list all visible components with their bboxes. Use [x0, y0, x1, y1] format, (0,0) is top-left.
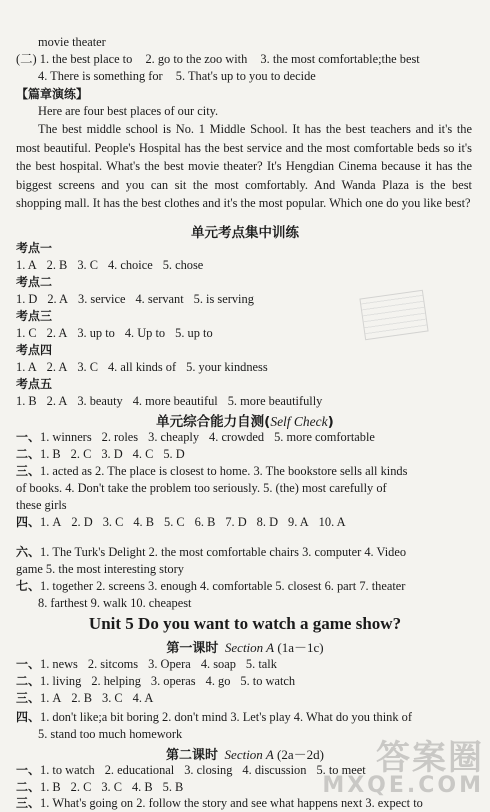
answer: 4. discussion [242, 763, 307, 777]
answer: 4. Up to [124, 326, 166, 340]
answer: 4. all kinds of [107, 360, 177, 374]
answer: 4. B [131, 780, 153, 794]
answer: 2. go to the zoo with [145, 52, 248, 66]
answer: 4. servant [135, 292, 184, 306]
answer: 2. roles [101, 430, 139, 444]
answer: 4. go [205, 674, 231, 688]
answer: 5. more beautifully [227, 394, 323, 408]
answer: 3. D [101, 447, 123, 461]
answer: 4. crowded [209, 430, 265, 444]
unit-title: Unit 5 Do you want to watch a game show? [88, 614, 402, 633]
answer: 2. C [70, 447, 92, 461]
l1-row-4 [16, 709, 480, 726]
answer: 5. C [164, 515, 185, 529]
passage-intro: Here are four best places of our city. [38, 104, 219, 118]
row-label: 一、 [16, 430, 41, 444]
l1-row-2 [16, 673, 480, 690]
answer: 1. acted as 2. The place is closest to home. 3. The bookstore sells all kinds [40, 464, 408, 478]
answer: 1. to watch [40, 763, 95, 777]
answer: 2. A [46, 394, 68, 408]
answer: 1. news [40, 657, 78, 671]
top-line-3 [38, 68, 480, 85]
passage-heading: 【篇章演练】 [16, 87, 89, 101]
answer: 5. to meet [316, 763, 366, 777]
sc-row-7-cont: 8. farthest 9. walk 10. cheapest [38, 596, 192, 610]
answer: 9. A [288, 515, 309, 529]
lesson-section: Section A [224, 747, 274, 762]
answer: 7. D [225, 515, 247, 529]
answer: 1. D [16, 292, 38, 306]
l1-row-4-cont: 5. stand too much homework [38, 727, 183, 741]
answer: 3. operas [150, 674, 196, 688]
sc-row-3-cont2: these girls [16, 498, 67, 512]
sc-row-2 [16, 446, 480, 463]
kaodian-title: 单元考点集中训练 [191, 225, 299, 241]
answer: 3. C [77, 360, 98, 374]
l1-row-1 [16, 656, 480, 673]
row-label: 三、 [16, 464, 41, 478]
kaodian-answers-1 [16, 257, 480, 274]
answer: 1. winners [40, 430, 92, 444]
answer: 2. educational [104, 763, 175, 777]
self-check-title: 单元综合能力自测(Self Check) [156, 414, 334, 430]
answer: 4. C [132, 447, 154, 461]
row-label: 二、 [16, 447, 41, 461]
answer: 1. B [40, 780, 61, 794]
answer: 2. A [47, 292, 68, 306]
answer: 1. What's going on 2. follow the story and see what happens next 3. expect to [40, 796, 423, 810]
answer: 3. Opera [148, 657, 191, 671]
row-label: 七、 [16, 579, 41, 593]
answer: 5. your kindness [186, 360, 268, 374]
row-label: 二、 [16, 674, 41, 688]
row-label: 三、 [16, 796, 41, 810]
answer: 2. B [71, 691, 93, 705]
answer: 4. choice [107, 258, 153, 272]
answer: 5. That's up to you to decide [175, 69, 316, 83]
answer: 3. C [77, 258, 98, 272]
answer: 2. sitcoms [87, 657, 139, 671]
sc-row-6-cont: game 5. the most interesting story [16, 562, 184, 576]
top-line-2 [16, 51, 480, 68]
lesson-section: Section A [224, 640, 275, 655]
answer: 3. closing [184, 763, 233, 777]
sc-row-4 [16, 514, 480, 531]
answer: 2. C [70, 780, 92, 794]
row-label: 四、 [16, 515, 41, 529]
kaodian-label-1: 考点一 [16, 241, 53, 255]
kaodian-answers-4 [16, 359, 480, 376]
lesson-range: (2a－2d) [277, 747, 324, 762]
row-label: 四、 [16, 710, 41, 724]
answer: 5. to watch [240, 674, 296, 688]
row-label: 二、 [16, 780, 41, 794]
answer: 1. A [16, 258, 37, 272]
sc-row-6 [16, 544, 480, 561]
l1-row-3 [16, 690, 480, 707]
answer: 4. There is something for [38, 69, 163, 83]
answer: 2. D [71, 515, 93, 529]
answer: 4. B [133, 515, 155, 529]
watermark-logo [322, 730, 484, 798]
kaodian-label-2: 考点二 [16, 275, 53, 289]
answer: 2. B [46, 258, 68, 272]
top-line-1: movie theater [38, 35, 106, 49]
section-label: (二) [16, 52, 37, 66]
answer: 5. up to [175, 326, 213, 340]
answer: 3. C [101, 780, 122, 794]
kaodian-label-4: 考点四 [16, 343, 53, 357]
kaodian-answers-5 [16, 393, 480, 410]
answer: 1. together 2. screens 3. enough 4. comfortable 5. closest 6. part 7. theater [40, 579, 406, 593]
answer: 1. A [40, 515, 62, 529]
lesson-label: 第一课时 [166, 641, 219, 656]
watermark-line2: MXQE.COM [322, 773, 484, 798]
sc-row-7 [16, 578, 480, 595]
lesson-title-1 [0, 637, 490, 656]
sc-row-3-cont: of books. 4. Don't take the problem too seriously. 5. (the) most carefully of [16, 481, 387, 495]
answer: 2. A [46, 326, 68, 340]
answer: 3. cheaply [148, 430, 200, 444]
answer: 3. service [78, 292, 126, 306]
lesson-range: (1a－1c) [277, 640, 324, 655]
answer: 6. B [194, 515, 216, 529]
answer: 5. B [162, 780, 184, 794]
answer: 1. B [40, 447, 61, 461]
answer: 10. A [318, 515, 346, 529]
row-label: 三、 [16, 691, 41, 705]
answer: 2. helping [91, 674, 141, 688]
answer: 1. living [40, 674, 82, 688]
stamp-mark [359, 290, 428, 340]
watermark-line1: 答案圈 [376, 738, 484, 778]
row-label: 六、 [16, 545, 41, 559]
answer: 5. more comfortable [274, 430, 375, 444]
answer: 1. the best place to [39, 52, 133, 66]
answer: 5. is serving [193, 292, 254, 306]
answer: 5. chose [162, 258, 204, 272]
row-label: 一、 [16, 763, 41, 777]
answer: 1. The Turk's Delight 2. the most comfortable chairs 3. computer 4. Video [40, 545, 407, 559]
answer: 3. beauty [77, 394, 123, 408]
passage-body: The best middle school is No. 1 Middle School. It has the best teachers and it's the most beautiful. People's Hospital has the best service and the most comfortable beds so it's the best hospital. What's the best movie theater? It's Hengdian Cinema because it has the biggest screens and you can sit the most comfortably. And Wanda Plaza is the best shopping mall. It has the best clothes and it's the most popular. Which one do you like best? [16, 122, 472, 211]
answer: 1. don't like;a bit boring 2. don't mind 3. Let's play 4. What do you think of [40, 710, 412, 724]
answer: 8. D [256, 515, 279, 529]
answer: 1. A [16, 360, 37, 374]
row-label: 一、 [16, 657, 41, 671]
answer: 5. D [163, 447, 185, 461]
kaodian-label-3: 考点三 [16, 309, 53, 323]
kaodian-label-5: 考点五 [16, 377, 53, 391]
answer: 2. A [46, 360, 68, 374]
answer: 3. C [102, 515, 124, 529]
answer: 4. more beautiful [132, 394, 218, 408]
answer: 3. C [102, 691, 123, 705]
answer: 3. the most comfortable;the best [260, 52, 420, 66]
answer: 1. C [16, 326, 37, 340]
sc-row-3 [16, 463, 480, 480]
answer: 1. B [16, 394, 37, 408]
answer: 3. up to [77, 326, 115, 340]
self-check-title-en: Self Check [270, 414, 328, 429]
answer: 4. A [132, 691, 154, 705]
sc-row-1 [16, 429, 480, 446]
answer: 4. soap [200, 657, 236, 671]
answer: 5. talk [245, 657, 277, 671]
self-check-title-cn: 单元综合能力自测 [156, 414, 265, 430]
answer: 1. A [40, 691, 62, 705]
lesson-label: 第二课时 [166, 748, 219, 763]
